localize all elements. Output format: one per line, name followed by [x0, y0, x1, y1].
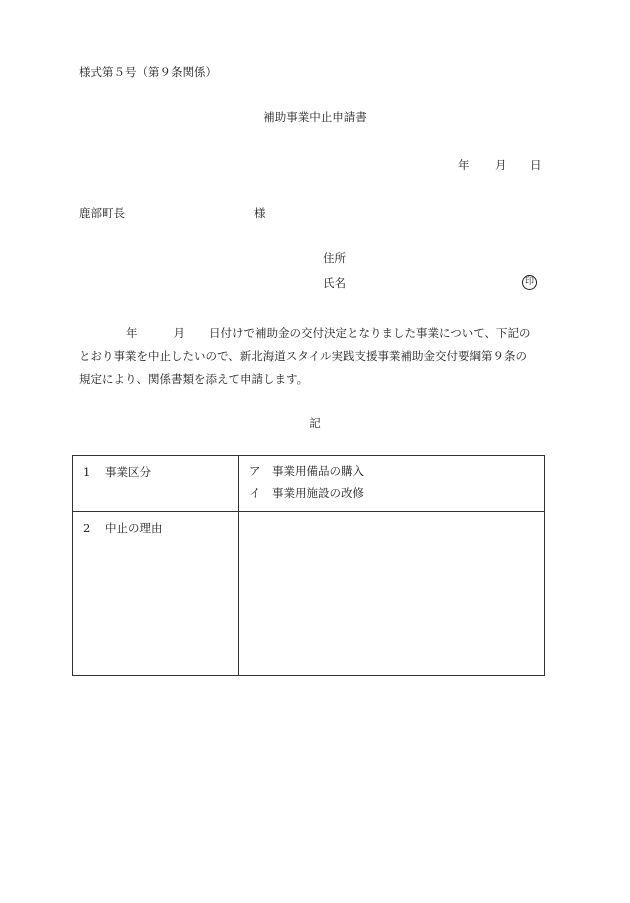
business-type-option-equipment[interactable]: ア 事業用備品の購入 [249, 464, 364, 478]
business-type-options-cell[interactable] [239, 456, 545, 512]
addressee-honorific: 様 [254, 206, 266, 220]
document-title: 補助事業中止申請書 [263, 110, 367, 124]
addressee-name: 鹿部町長 [79, 206, 125, 220]
business-type-option-facility[interactable]: イ 事業用施設の改修 [249, 486, 364, 500]
form-number: 様式第５号（第９条関係） [79, 65, 217, 79]
body-line-1-text: 日付けで補助金の交付決定となりました事業について、下記の [209, 326, 531, 340]
body-year-label: 年 [126, 326, 138, 340]
cancel-reason-field[interactable] [239, 512, 545, 676]
cancel-reason-value [239, 512, 544, 520]
cancel-reason-label-cell [73, 512, 239, 676]
body-line-1 [79, 322, 546, 345]
date-day-label: 日 [530, 158, 542, 172]
applicant-name-label: 氏名 [323, 276, 346, 290]
date-year-label: 年 [458, 158, 470, 172]
cancel-reason-label: 中止の理由 [105, 521, 163, 535]
business-type-label-cell [73, 456, 239, 512]
applicant-address-label: 住所 [323, 251, 346, 265]
table-row-business-type [73, 456, 545, 512]
note-heading: 記 [309, 416, 321, 430]
detail-table [72, 455, 545, 676]
date-month-label: 月 [495, 158, 507, 172]
body-month-label: 月 [173, 326, 185, 340]
body-line-3: 規定により、関係書類を添えて申請します。 [79, 372, 309, 386]
body-paragraph [79, 322, 546, 391]
row-number: 2 [83, 521, 91, 535]
body-line-2: とおり事業を中止したいので、新北海道スタイル実践支援事業補助金交付要綱第９条の [79, 349, 528, 363]
business-type-label: 事業区分 [105, 465, 151, 479]
row-number: 1 [83, 465, 91, 479]
table-row-cancel-reason [73, 512, 545, 676]
seal-icon: 印 [522, 275, 537, 290]
